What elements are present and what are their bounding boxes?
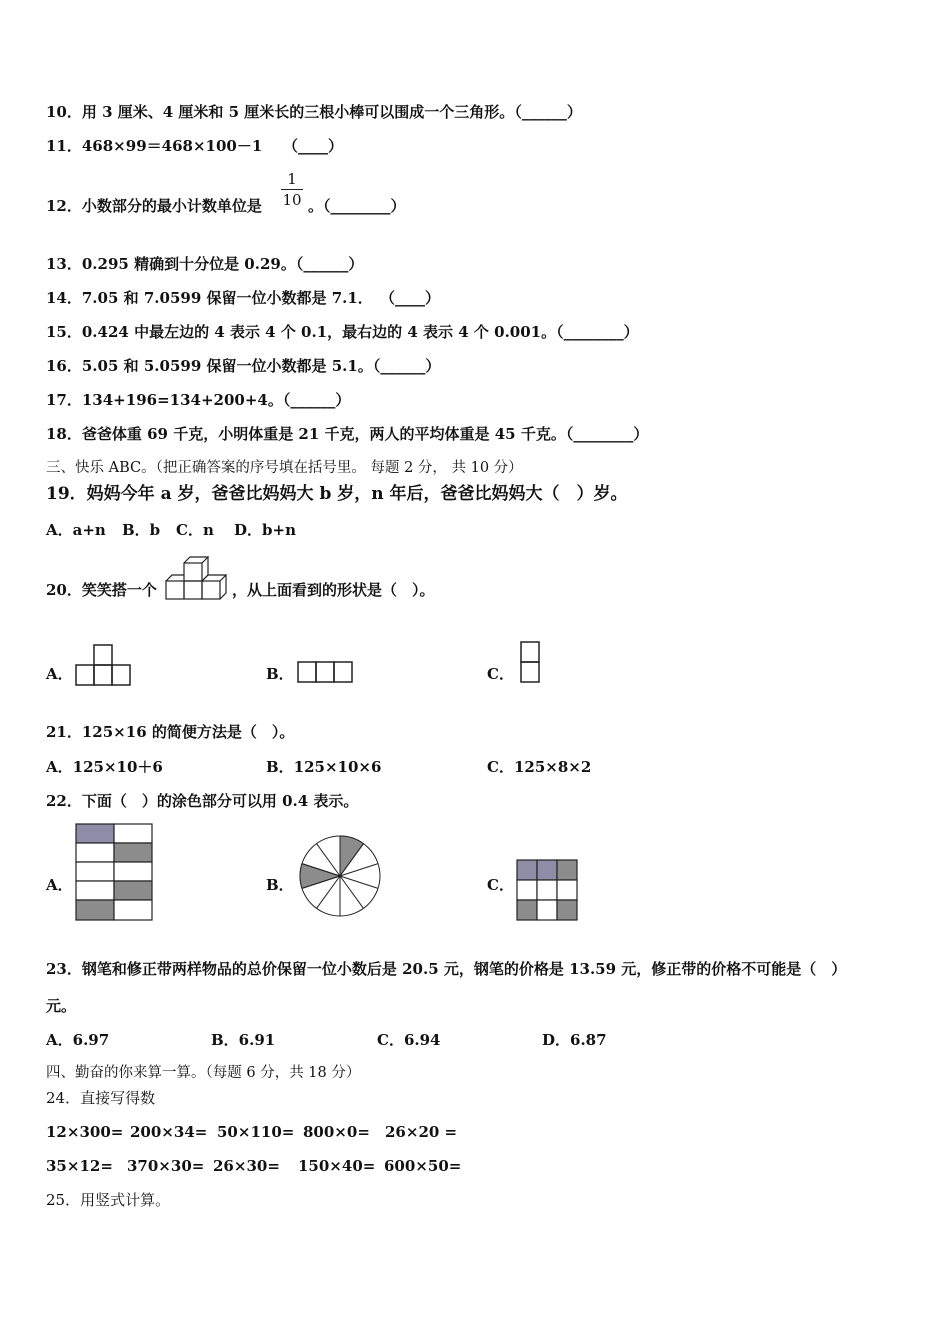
option-a[interactable]: A．125×10＋6: [46, 758, 163, 776]
question-number: 18．: [46, 425, 82, 443]
answer-blank[interactable]: （______）: [514, 103, 582, 121]
question-number: 21．: [46, 723, 82, 741]
option-b-shape[interactable]: [296, 660, 358, 686]
fraction-numerator: 1: [287, 170, 297, 188]
answer-blank[interactable]: （________）: [565, 425, 649, 443]
answer-blank[interactable]: （____）: [380, 289, 441, 307]
calc-item[interactable]: 150×40=: [298, 1157, 376, 1175]
question-text: 笑笑搭一个: [81, 581, 157, 599]
question-number: 19．: [46, 484, 87, 504]
question-number: 15．: [46, 323, 82, 341]
calc-item[interactable]: 370×30=: [127, 1157, 205, 1175]
question-number: 24．: [46, 1089, 81, 1107]
fraction-one-tenth: [281, 170, 303, 209]
question-number: 10．: [46, 103, 82, 121]
question-text: 爸爸体重 69 千克，小明体重是 21 千克，两人的平均体重是 45 千克。: [81, 425, 566, 443]
question-number: 12．: [46, 197, 82, 215]
option-d[interactable]: D．b+n: [234, 521, 296, 539]
option-a-label[interactable]: A．: [46, 665, 73, 683]
question-text: 7.05 和 7.0599 保留一位小数都是 7.1．: [81, 289, 373, 307]
question-text: 用竖式计算。: [80, 1191, 171, 1209]
question-15: [46, 322, 639, 342]
option-c[interactable]: C．125×8×2: [487, 758, 592, 776]
option-b-label[interactable]: B．: [266, 665, 294, 683]
question-24: [46, 1088, 155, 1108]
answer-blank[interactable]: （________）: [556, 323, 639, 341]
calc-item[interactable]: 12×300=: [46, 1123, 124, 1141]
question-number: 25．: [46, 1191, 81, 1209]
question-11: [46, 136, 262, 156]
question-text: 468×99＝468×100－1: [81, 137, 263, 155]
option-a-label[interactable]: A．: [46, 876, 73, 894]
question-12: [46, 196, 262, 216]
answer-blank[interactable]: （____）: [283, 137, 344, 155]
punctuation: 。: [308, 197, 324, 215]
cube-stack-figure: [164, 554, 230, 604]
question-17: [46, 390, 350, 410]
question-text: 5.05 和 5.0599 保留一位小数都是 5.1。: [81, 357, 373, 375]
question-text: 125×16 的简便方法是（ ）。: [81, 723, 295, 741]
calc-item[interactable]: 26×20 =: [385, 1123, 458, 1141]
question-number: 17．: [46, 391, 82, 409]
question-10: [46, 102, 582, 122]
option-b-label[interactable]: B．: [266, 876, 294, 894]
question-text: 直接写得数: [80, 1089, 156, 1107]
question-22: [46, 791, 358, 811]
question-20-end: ，从上面看到的形状是（ ）。: [232, 581, 435, 599]
question-19: [46, 484, 628, 504]
answer-blank[interactable]: （______）: [372, 357, 441, 375]
calc-item[interactable]: 600×50=: [384, 1157, 462, 1175]
option-c-label[interactable]: C．: [487, 665, 514, 683]
question-13: [46, 254, 363, 274]
option-a[interactable]: A．a+n: [46, 521, 106, 539]
question-12-end: [308, 196, 406, 216]
answer-blank[interactable]: （______）: [295, 255, 364, 273]
question-number: 16．: [46, 357, 82, 375]
calc-item[interactable]: 200×34=: [130, 1123, 208, 1141]
option-d[interactable]: D．6.87: [542, 1031, 607, 1049]
option-c-shape[interactable]: [519, 640, 543, 684]
option-b[interactable]: B．125×10×6: [266, 758, 382, 776]
question-text: 妈妈今年 a 岁，爸爸比妈妈大 b 岁，n 年后，爸爸比妈妈大（ ）岁。: [86, 484, 628, 504]
question-23: [46, 959, 846, 979]
option-c-label[interactable]: C．: [487, 876, 514, 894]
question-number: 22．: [46, 792, 82, 810]
question-text: 用 3 厘米、4 厘米和 5 厘米长的三根小棒可以围成一个三角形。: [81, 103, 515, 121]
question-25: [46, 1190, 170, 1210]
question-text: 下面（ ）的涂色部分可以用 0.4 表示。: [81, 792, 359, 810]
question-23-cont: 元。: [46, 997, 77, 1015]
option-a-shape[interactable]: [74, 643, 134, 687]
option-c[interactable]: C．6.94: [377, 1031, 441, 1049]
question-18: [46, 424, 648, 444]
answer-blank[interactable]: （______）: [282, 391, 351, 409]
option-b[interactable]: B．6.91: [211, 1031, 276, 1049]
question-number: 23．: [46, 960, 82, 978]
question-text: 0.295 精确到十分位是 0.29。: [81, 255, 296, 273]
option-b-circle[interactable]: [298, 834, 386, 918]
question-16: [46, 356, 440, 376]
calc-item[interactable]: 35×12=: [46, 1157, 113, 1175]
question-text: 0.424 中最左边的 4 表示 4 个 0.1，最右边的 4 表示 4 个 0.001。: [81, 323, 557, 341]
option-c-grid[interactable]: [515, 858, 581, 924]
question-14: [46, 288, 373, 308]
question-number: 13．: [46, 255, 82, 273]
option-c[interactable]: C．n: [176, 521, 214, 539]
question-number: 11．: [46, 137, 82, 155]
option-a-grid[interactable]: [74, 822, 156, 924]
section-heading-4: 四、勤奋的你来算一算。（每题 6 分，共 18 分）: [46, 1065, 361, 1081]
calc-item[interactable]: 50×110=: [217, 1123, 295, 1141]
question-text: 小数部分的最小计数单位是: [81, 197, 262, 215]
question-number: 20．: [46, 581, 82, 599]
answer-blank[interactable]: （________）: [323, 197, 406, 215]
option-a[interactable]: A．6.97: [46, 1031, 110, 1049]
question-21: [46, 722, 294, 742]
question-number: 14．: [46, 289, 82, 307]
question-20: [46, 580, 157, 600]
section-heading-3: 三、快乐 ABC。（把正确答案的序号填在括号里。 每题 2 分， 共 10 分）: [46, 460, 523, 476]
option-b[interactable]: B．b: [122, 521, 161, 539]
fraction-denominator: 10: [282, 191, 302, 209]
calc-item[interactable]: 26×30=: [213, 1157, 280, 1175]
calc-item[interactable]: 800×0=: [303, 1123, 370, 1141]
question-text: 钢笔和修正带两样物品的总价保留一位小数后是 20.5 元，钢笔的价格是 13.59 元，修正带的价格不可能是（ ）: [81, 960, 847, 978]
question-text: 134+196=134+200+4。: [81, 391, 283, 409]
